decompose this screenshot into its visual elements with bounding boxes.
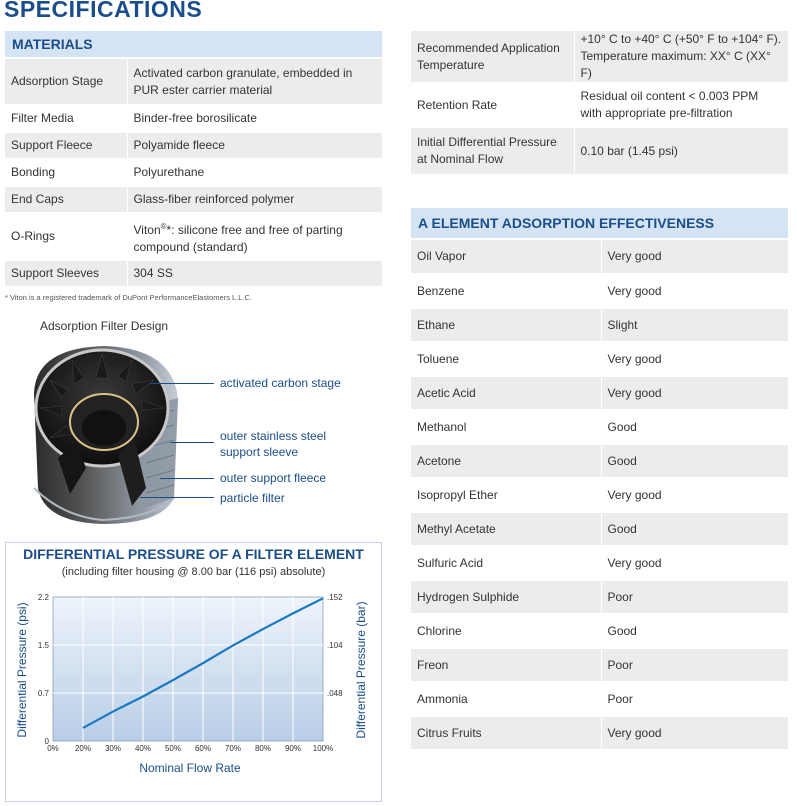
materials-key: Adsorption Stage [5,59,127,105]
y2-axis-label: Differential Pressure (bar) [354,601,368,739]
table-row [411,240,788,274]
materials-header-label: MATERIALS [12,36,93,52]
table-row [411,83,788,127]
substance-name: Isopropyl Ether [411,478,601,512]
effectiveness-rating: Poor [601,648,788,682]
viton-text: Viton [133,222,161,237]
effectiveness-rating: Very good [601,478,788,512]
materials-value: Glass-fiber reinforced polymer [127,186,382,213]
figure-caption: Adsorption Filter Design [40,319,169,333]
substance-name: Toluene [411,342,601,376]
effectiveness-rating: Poor [601,580,788,614]
y2-tick-label: .048 [327,689,343,698]
materials-key: Support Fleece [5,132,127,159]
table-row [411,31,788,83]
pressure-chart [5,585,382,800]
table-row [5,213,382,260]
table-row [411,308,788,342]
callout-carbon: activated carbon stage [220,376,341,390]
table-row [5,186,382,213]
y-axis-label: Differential Pressure (psi) [15,602,29,738]
substance-name: Oil Vapor [411,240,601,274]
table-row [411,546,788,580]
effectiveness-rating: Very good [601,546,788,580]
callout-line [160,478,214,479]
table-row [411,444,788,478]
chart-subtitle: (including filter housing @ 8.00 bar (116 psi) absolute) [61,566,326,578]
x-axis-label: Nominal Flow Rate [139,761,241,775]
footnote-star: * [166,222,172,237]
table-row [411,512,788,546]
substance-name: Acetic Acid [411,376,601,410]
effectiveness-rating: Good [601,444,788,478]
callout-particle: particle filter [220,491,285,505]
table-row [411,614,788,648]
x-tick-label: 80% [254,744,272,753]
materials-key: End Caps [5,186,127,213]
spec-key: Retention Rate [411,83,574,127]
effectiveness-rating: Good [601,614,788,648]
x-tick-label: 100% [312,744,334,753]
table-row [411,376,788,410]
y2-tick-label: .104 [327,641,343,650]
page-title: SPECIFICATIONS [4,0,203,22]
table-row [411,580,788,614]
substance-name: Hydrogen Sulphide [411,580,601,614]
table-row [411,478,788,512]
x-tick-label: 40% [134,744,152,753]
specs-table [411,31,788,176]
table-row [5,159,382,186]
substance-name: Sulfuric Acid [411,546,601,580]
y-tick-label: 1.5 [37,641,49,650]
effectiveness-rating: Poor [601,682,788,716]
table-row [5,260,382,287]
o-rings-value-rest: : silicone free and free of parting compound (standard) [133,222,343,254]
table-row [5,105,382,132]
effectiveness-rating: Very good [601,716,788,750]
materials-key: Support Sleeves [5,260,127,287]
spec-value: +10° C to +40° C (+50° F to +104° F). Temperature maximum: XX° C (XX° F) [574,31,788,83]
registered-mark: ® [160,221,167,231]
callout-fleece: outer support fleece [220,471,327,485]
materials-value: Binder-free borosilicate [127,105,382,132]
spec-key: Recommended Application Temperature [411,31,574,83]
y-tick-label: 0.7 [37,689,49,698]
effectiveness-table [411,240,788,751]
materials-value: Polyamide fleece [127,132,382,159]
table-row [411,716,788,750]
effectiveness-rating: Very good [601,240,788,274]
callout-sleeve-line1: outer stainless steel [220,429,327,443]
effectiveness-header [411,208,788,238]
table-row [411,274,788,308]
materials-table [5,59,382,288]
callout-sleeve [220,428,326,460]
x-tick-label: 50% [164,744,182,753]
callout-line [150,383,214,384]
x-tick-label: 60% [194,744,212,753]
chart-title: DIFFERENTIAL PRESSURE OF A FILTER ELEMENT [23,546,364,562]
x-tick-label: 90% [284,744,302,753]
materials-value: Polyurethane [127,159,382,186]
table-row [411,342,788,376]
y2-tick-label: .152 [327,593,343,602]
substance-name: Methanol [411,410,601,444]
substance-name: Acetone [411,444,601,478]
substance-name: Freon [411,648,601,682]
footnote: * Viton is a registered trademark of DuPont PerformanceElastomers L.L.C. [5,293,253,302]
table-row [411,682,788,716]
spec-value: 0.10 bar (1.45 psi) [574,127,788,175]
x-tick-label: 30% [104,744,122,753]
substance-name: Chlorine [411,614,601,648]
effectiveness-rating: Good [601,410,788,444]
callout-line [170,442,214,443]
table-row [411,127,788,175]
table-row [411,648,788,682]
callout-line [140,497,214,498]
table-row [411,410,788,444]
spec-value: Residual oil content < 0.003 PPM with appropriate pre-filtration [574,83,788,127]
substance-name: Citrus Fruits [411,716,601,750]
x-tick-label: 0% [47,744,59,753]
materials-key: Filter Media [5,105,127,132]
materials-header [5,31,382,57]
spec-key: Initial Differential Pressure at Nominal Flow [411,127,574,175]
substance-name: Benzene [411,274,601,308]
y-tick-label: 0 [44,737,49,746]
y-tick-label: 2.2 [37,593,49,602]
materials-key: O-Rings [5,213,127,260]
x-tick-label: 20% [74,744,92,753]
substance-name: Ammonia [411,682,601,716]
effectiveness-rating: Good [601,512,788,546]
substance-name: Ethane [411,308,601,342]
materials-value [127,213,382,260]
substance-name: Methyl Acetate [411,512,601,546]
materials-value: 304 SS [127,260,382,287]
callout-sleeve-line2: support sleeve [220,445,299,459]
effectiveness-rating: Very good [601,376,788,410]
effectiveness-rating: Very good [601,274,788,308]
materials-key: Bonding [5,159,127,186]
effectiveness-header-label: A ELEMENT ADSORPTION EFFECTIVENESS [418,215,715,231]
materials-value: Activated carbon granulate, embedded in PUR ester carrier material [127,59,382,105]
effectiveness-rating: Slight [601,308,788,342]
table-row [5,59,382,105]
effectiveness-rating: Very good [601,342,788,376]
x-tick-label: 70% [224,744,242,753]
table-row [5,132,382,159]
